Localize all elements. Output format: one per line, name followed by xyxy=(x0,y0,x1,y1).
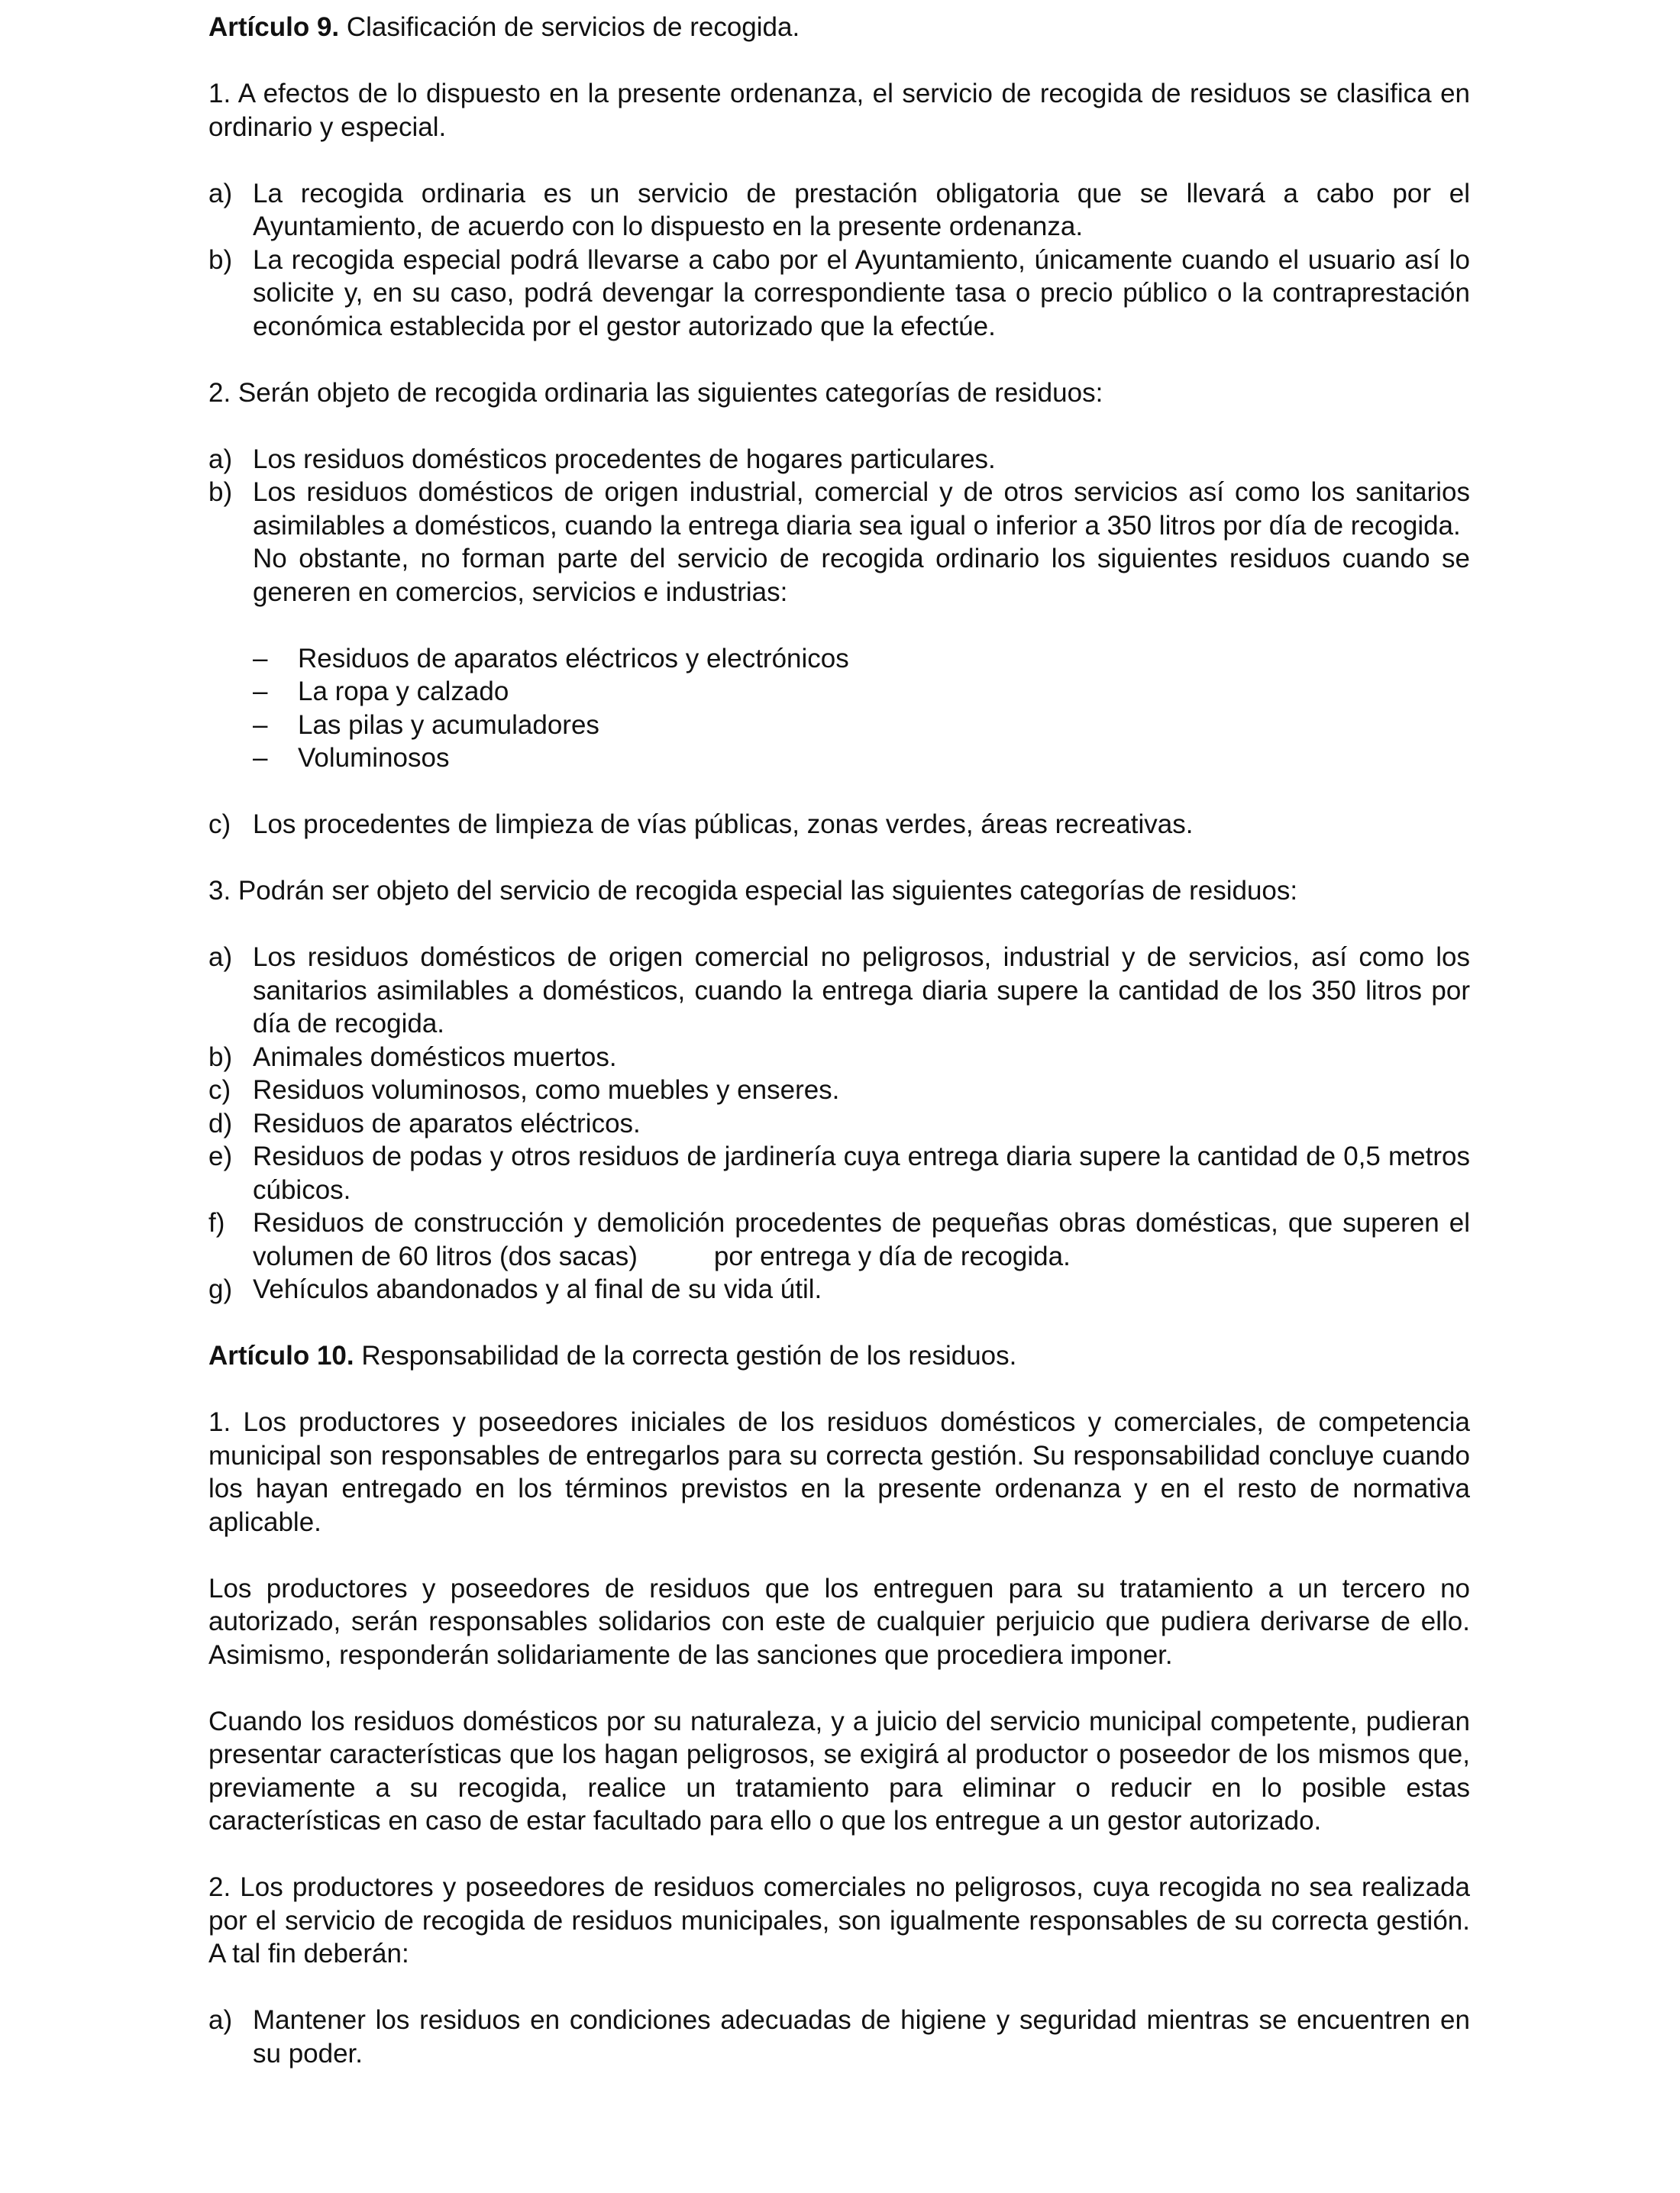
dash-marker: – xyxy=(253,743,268,773)
art9-s2-item-c xyxy=(208,808,1470,841)
art9-s3-item-a xyxy=(208,941,1470,1041)
art10-paragraph-1: 1. Los productores y poseedores iniciales de los residuos domésticos y comerciales, de competencia municipal son responsables de entregarlos para su correcta gestión. Su responsabilidad concluye cuando los hayan entregado en los términos previstos en la presente ordenanza y en el resto de normativa aplicable. xyxy=(208,1407,1470,1537)
list-item-text: Los residuos domésticos de origen comercial no peligrosos, industrial y de servicios, así como los sanitarios asimilables a domésticos, cuando la entrega diaria supere la cantidad de los 350 litros por día de recogida. xyxy=(253,942,1470,1038)
list-marker: d) xyxy=(208,1108,233,1138)
art9-s2-item-b-note: No obstante, no forman parte del servicio de recogida ordinario los siguientes residuos cuando se generen en comercios, servicios e industrias: xyxy=(253,544,1470,607)
dash-item xyxy=(208,642,1470,676)
list-marker: g) xyxy=(208,1274,233,1304)
list-item-text: Animales domésticos muertos. xyxy=(253,1042,617,1072)
list-item-text: La recogida ordinaria es un servicio de prestación obligatoria que se llevará a cabo por el Ayuntamiento, de acuerdo con lo dispuesto en la presente ordenanza. xyxy=(253,178,1470,241)
art9-s2-item-a xyxy=(208,443,1470,476)
article-9-heading xyxy=(208,11,1470,44)
list-marker: a) xyxy=(208,2005,233,2035)
art9-s1-item-a xyxy=(208,177,1470,244)
list-marker: f) xyxy=(208,1208,225,1238)
list-item-text: Residuos de aparatos eléctricos. xyxy=(253,1108,641,1138)
list-item-text: Los residuos domésticos de origen industrial, comercial y de otros servicios así como los sanitarios asimilables a domésticos, cuando la entrega diaria sea igual o inferior a 350 litros por día de recogida. xyxy=(253,477,1470,541)
dash-item-text: Residuos de aparatos eléctricos y electrónicos xyxy=(298,643,849,673)
dash-item xyxy=(208,675,1470,709)
art10-paragraph-2: Los productores y poseedores de residuos que los entreguen para su tratamiento a un tercero no autorizado, serán responsables solidarios con este de cualquier perjuicio que pudiera derivarse de ello. Asimismo, responderán solidariamente de las sanciones que procediera imponer. xyxy=(208,1573,1470,1670)
list-item-text: Residuos de podas y otros residuos de jardinería cuya entrega diaria supere la cantidad de 0,5 metros cúbicos. xyxy=(253,1142,1470,1205)
list-item-text-continuation: por entrega y día de recogida. xyxy=(713,1241,1071,1271)
art9-s3-item-e xyxy=(208,1140,1470,1206)
art9-section-2: 2. Serán objeto de recogida ordinaria las siguientes categorías de residuos: xyxy=(208,377,1103,408)
list-marker: b) xyxy=(208,477,233,507)
art9-s3-item-c xyxy=(208,1074,1470,1107)
art10-p4-item-a xyxy=(208,2004,1470,2070)
dash-marker: – xyxy=(253,643,268,673)
art10-paragraph-3: Cuando los residuos domésticos por su naturaleza, y a juicio del servicio municipal competente, pudieran presentar características que los hagan peligrosos, se exigirá al productor o poseedor de los mismos que, previamente a su recogida, realice un tratamiento para eliminar o reducir en lo posible estas características en caso de estar facultado para ello o que los entregue a un gestor autorizado. xyxy=(208,1706,1470,1836)
list-marker: a) xyxy=(208,178,233,208)
list-item-text: Vehículos abandonados y al final de su vida útil. xyxy=(253,1274,822,1304)
dash-item-text: Voluminosos xyxy=(298,743,450,773)
art9-section-3: 3. Podrán ser objeto del servicio de recogida especial las siguientes categorías de residuos: xyxy=(208,876,1298,906)
dash-marker: – xyxy=(253,677,268,706)
art9-s3-item-d xyxy=(208,1107,1470,1141)
document-page xyxy=(208,11,1470,2070)
art9-s3-item-g xyxy=(208,1273,1470,1306)
article-9-number: Artículo 9. xyxy=(208,12,340,42)
art9-s3-item-b xyxy=(208,1041,1470,1074)
art9-s2-item-b xyxy=(208,476,1470,542)
list-item-text: Los procedentes de limpieza de vías públicas, zonas verdes, áreas recreativas. xyxy=(253,809,1194,839)
list-marker: b) xyxy=(208,244,233,275)
article-9-title: Clasificación de servicios de recogida. xyxy=(339,12,800,42)
dash-item-text: Las pilas y acumuladores xyxy=(298,709,599,740)
article-10-heading xyxy=(208,1339,1470,1373)
dash-item xyxy=(208,709,1470,742)
list-marker: e) xyxy=(208,1142,233,1171)
list-marker: c) xyxy=(208,1075,231,1105)
list-marker: a) xyxy=(208,444,233,474)
dash-marker: – xyxy=(253,709,268,740)
list-marker: b) xyxy=(208,1042,233,1072)
list-marker: c) xyxy=(208,809,231,839)
art9-s3-item-f xyxy=(208,1206,1470,1273)
list-item-text: Los residuos domésticos procedentes de hogares particulares. xyxy=(253,444,996,474)
dash-item xyxy=(208,741,1470,775)
art10-paragraph-4: 2. Los productores y poseedores de residuos comerciales no peligrosos, cuya recogida no sea realizada por el servicio de recogida de residuos municipales, son igualmente responsables de su correcta gestión. A tal fin deberán: xyxy=(208,1872,1470,1969)
article-10-title: Responsabilidad de la correcta gestión de los residuos. xyxy=(354,1341,1017,1371)
art9-s1-item-b xyxy=(208,244,1470,344)
list-item-text: Residuos voluminosos, como muebles y enseres. xyxy=(253,1075,840,1105)
article-10-number: Artículo 10. xyxy=(208,1341,354,1371)
list-marker: a) xyxy=(208,942,233,972)
list-item-text: Mantener los residuos en condiciones adecuadas de higiene y seguridad mientras se encuentren en su poder. xyxy=(253,2005,1470,2069)
art9-section-1: 1. A efectos de lo dispuesto en la presente ordenanza, el servicio de recogida de residuos se clasifica en ordinario y especial. xyxy=(208,79,1470,142)
list-item-text: La recogida especial podrá llevarse a cabo por el Ayuntamiento, únicamente cuando el usuario así lo solicite y, en su caso, podrá devengar la correspondiente tasa o precio público o la contraprestación económica establecida por el gestor autorizado que la efectúe. xyxy=(253,244,1470,341)
list-item-text: Residuos de construcción y demolición procedentes de pequeñas obras domésticas, que superen el volumen de 60 litros (dos sacas) xyxy=(253,1208,1470,1271)
dash-item-text: La ropa y calzado xyxy=(298,677,509,706)
